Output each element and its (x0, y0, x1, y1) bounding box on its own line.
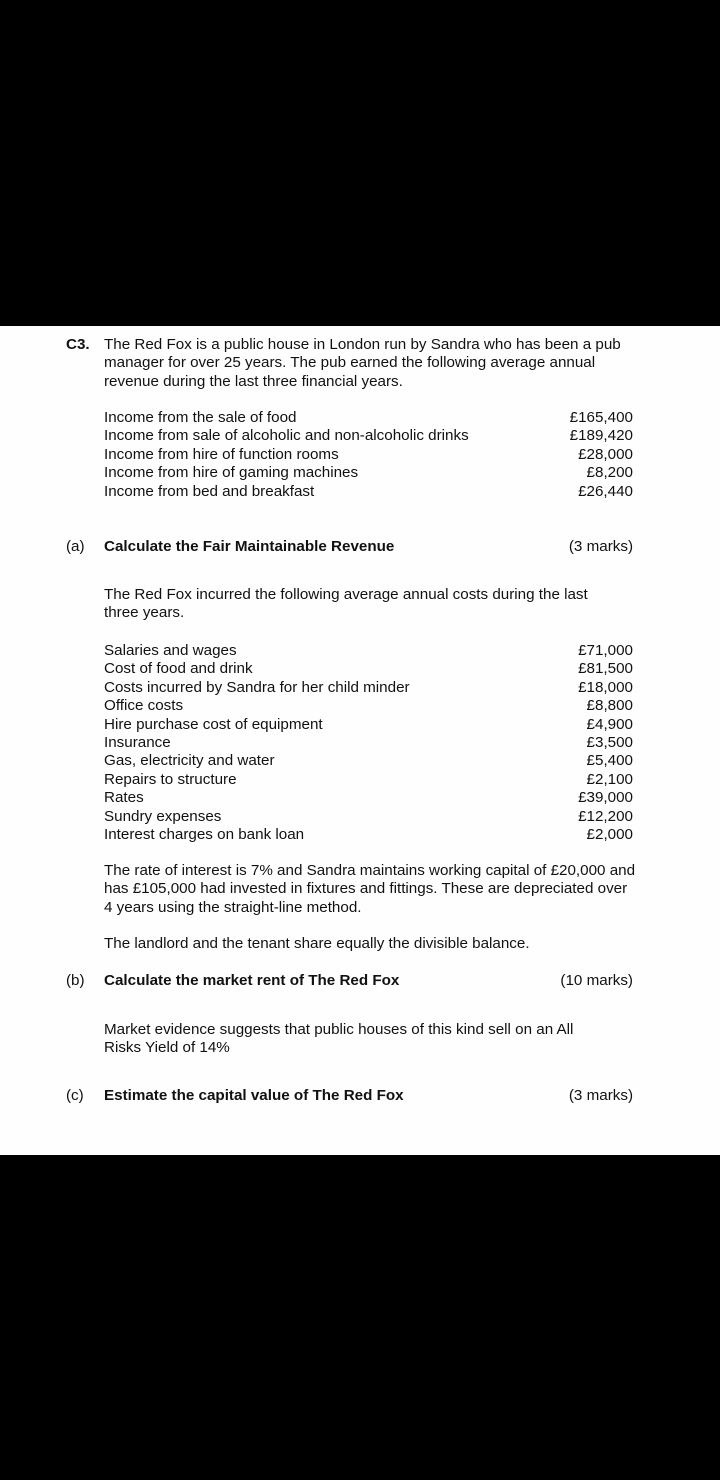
cost-item-label: Rates (104, 789, 144, 807)
intro-line: manager for over 25 years. The pub earned the following average annual (104, 354, 596, 372)
part-b-label: (b) (66, 972, 85, 989)
intro-line: revenue during the last three financial years. (104, 372, 403, 390)
interest-line: has £105,000 had invested in fixtures and fittings. These are depreciated over (104, 880, 628, 898)
income-item-amount: £165,400 (569, 409, 633, 426)
cost-item-amount: £4,900 (586, 715, 633, 733)
income-item-amount: £28,000 (578, 445, 633, 463)
costs-intro (104, 586, 588, 623)
income-item-label: Income from hire of function rooms (104, 445, 339, 463)
question-number: C3. (66, 336, 90, 353)
income-amounts (520, 409, 633, 501)
market-line: Market evidence suggests that public houses of this kind sell on an All (104, 1021, 574, 1038)
part-b-marks: (10 marks) (560, 972, 633, 989)
income-item-amount: £26,440 (578, 482, 633, 500)
cost-item-label: Cost of food and drink (104, 660, 253, 678)
market-line: Risks Yield of 14% (104, 1039, 230, 1057)
intro-line: The Red Fox is a public house in London run by Sandra who has been a pub (104, 336, 621, 353)
interest-line: The rate of interest is 7% and Sandra maintains working capital of £20,000 and (104, 862, 636, 879)
cost-item-label: Costs incurred by Sandra for her child minder (104, 678, 410, 696)
cost-item-amount: £2,100 (586, 770, 633, 788)
cost-item-label: Repairs to structure (104, 770, 237, 788)
part-a-marks: (3 marks) (568, 538, 633, 555)
landlord-note: The landlord and the tenant share equally the divisible balance. (104, 935, 530, 952)
income-item-label: Income from hire of gaming machines (104, 464, 359, 482)
interest-line: 4 years using the straight-line method. (104, 898, 362, 916)
bottom-black-bar (0, 1155, 720, 1480)
document-page (0, 326, 720, 1155)
cost-item-amount: £5,400 (586, 752, 633, 770)
part-b-task: Calculate the market rent of The Red Fox (104, 972, 400, 989)
cost-item-amount: £2,000 (586, 825, 633, 843)
cost-item-label: Office costs (104, 697, 184, 715)
part-a-label: (a) (66, 538, 85, 555)
market-evidence (104, 1021, 573, 1058)
cost-item-amount: £8,800 (586, 697, 633, 715)
costs-intro-line: three years. (104, 604, 185, 622)
cost-item-label: Gas, electricity and water (104, 752, 275, 770)
income-labels (104, 409, 469, 501)
interest-paragraph (104, 862, 635, 917)
cost-item-amount: £71,000 (578, 642, 633, 659)
part-c-label: (c) (66, 1087, 84, 1104)
question-intro (104, 336, 621, 391)
part-c-marks: (3 marks) (568, 1087, 633, 1104)
income-item-label: Income from bed and breakfast (104, 482, 315, 500)
cost-item-label: Sundry expenses (104, 807, 222, 825)
income-item-amount: £189,420 (569, 427, 633, 445)
cost-item-label: Interest charges on bank loan (104, 825, 305, 843)
costs-intro-line: The Red Fox incurred the following average annual costs during the last (104, 586, 588, 603)
cost-item-amount: £81,500 (578, 660, 633, 678)
cost-labels (104, 642, 410, 844)
income-item-label: Income from sale of alcoholic and non-alcoholic drinks (104, 427, 469, 445)
income-item-label: Income from the sale of food (104, 409, 297, 426)
income-item-amount: £8,200 (586, 464, 633, 482)
cost-item-amount: £39,000 (578, 789, 633, 807)
part-a-task: Calculate the Fair Maintainable Revenue (104, 538, 395, 555)
cost-item-label: Hire purchase cost of equipment (104, 715, 323, 733)
cost-item-label: Insurance (104, 733, 171, 751)
cost-item-label: Salaries and wages (104, 642, 237, 659)
part-c-task: Estimate the capital value of The Red Fox (104, 1087, 404, 1104)
cost-amounts (520, 642, 633, 844)
cost-item-amount: £18,000 (578, 678, 633, 696)
cost-item-amount: £3,500 (586, 733, 633, 751)
cost-item-amount: £12,200 (578, 807, 633, 825)
top-black-bar (0, 0, 720, 326)
